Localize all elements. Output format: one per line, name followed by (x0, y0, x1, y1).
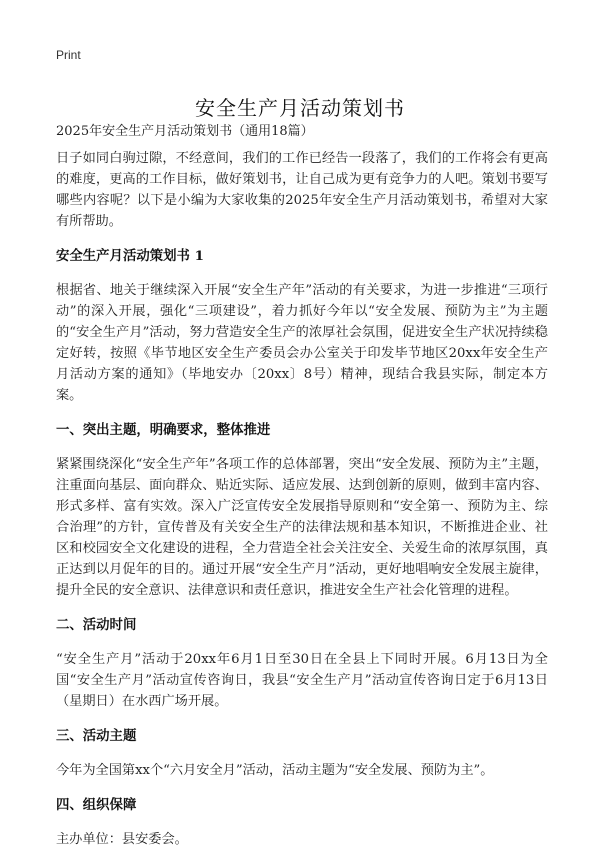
part-heading-organization: 四、组织保障 (56, 797, 137, 813)
part-heading-highlight-theme: 一、突出主题，明确要求，整体推进 (56, 422, 271, 438)
section-1-paragraph: 根据省、地关于继续深入开展“安全生产年”活动的有关要求，为进一步推进“三项行动”的深入开展，强化“三项建设”，着力抓好今年以“安全发展、预防为主”为主题的“安全生产月”活动，努力营造安全生产的浓厚社会氛围，促进安全生产状况持续稳定好转，按照《毕节地区安全生产委员会办公室关于印发毕节地区20xx年安全生产月活动方案的通知》（毕地安办〔20xx〕8号）精神，现结合我县实际，制定本方案。 (56, 283, 548, 403)
document-subtitle: 2025年安全生产月活动策划书（通用18篇） (56, 124, 314, 139)
intro-paragraph: 日子如同白驹过隙，不经意间，我们的工作已经告一段落了，我们的工作将会有更高的难度，更高的工作目标，做好策划书，让自己成为更有竞争力的人吧。策划书要写哪些内容呢？以下是小编为大家收集的2025年安全生产月活动策划书，希望对大家有所帮助。 (56, 151, 548, 229)
part-3-paragraph: 今年为全国第xx个“六月安全月”活动，活动主题为“安全发展、预防为主”。 (56, 763, 494, 778)
part-1-paragraph: 紧紧围绕深化“安全生产年”各项工作的总体部署，突出“安全发展、预防为主”主题，注重面向基层、面向群众、贴近实际、适应发展、达到创新的原则，做到丰富内容、形式多样、富有实效。深入广泛宣传安全发展指导原则和“安全第一、预防为主、综合治理”的方针，宣传普及有关安全生产的法律法规和基本知识，不断推进企业、社区和校园安全文化建设的进程，全力营造全社会关注安全、关爱生命的浓厚氛围，真正达到以月促年的目的。通过开展“安全生产月”活动，更好地唱响安全发展主旋律，提升全民的安全意识、法律意识和责任意识，推进安全生产社会化管理的进程。 (56, 457, 548, 598)
part-4-paragraph: 主办单位：县安委会。 (56, 832, 188, 847)
part-2-paragraph: “安全生产月”活动于20xx年6月1日至30日在全县上下同时开展。6月13日为全国“安全生产月”活动宣传咨询日，我县“安全生产月”活动宣传咨询日定于6月13日（星期日）在水西广场开展。 (56, 652, 548, 709)
document-body (56, 148, 548, 864)
part-heading-activity-time: 二、活动时间 (56, 617, 137, 633)
part-heading-activity-theme: 三、活动主题 (56, 728, 137, 744)
print-link[interactable]: Print (56, 48, 81, 62)
section-heading-1: 安全生产月活动策划书 1 (56, 248, 204, 264)
page-title: 安全生产月活动策划书 (195, 96, 405, 121)
